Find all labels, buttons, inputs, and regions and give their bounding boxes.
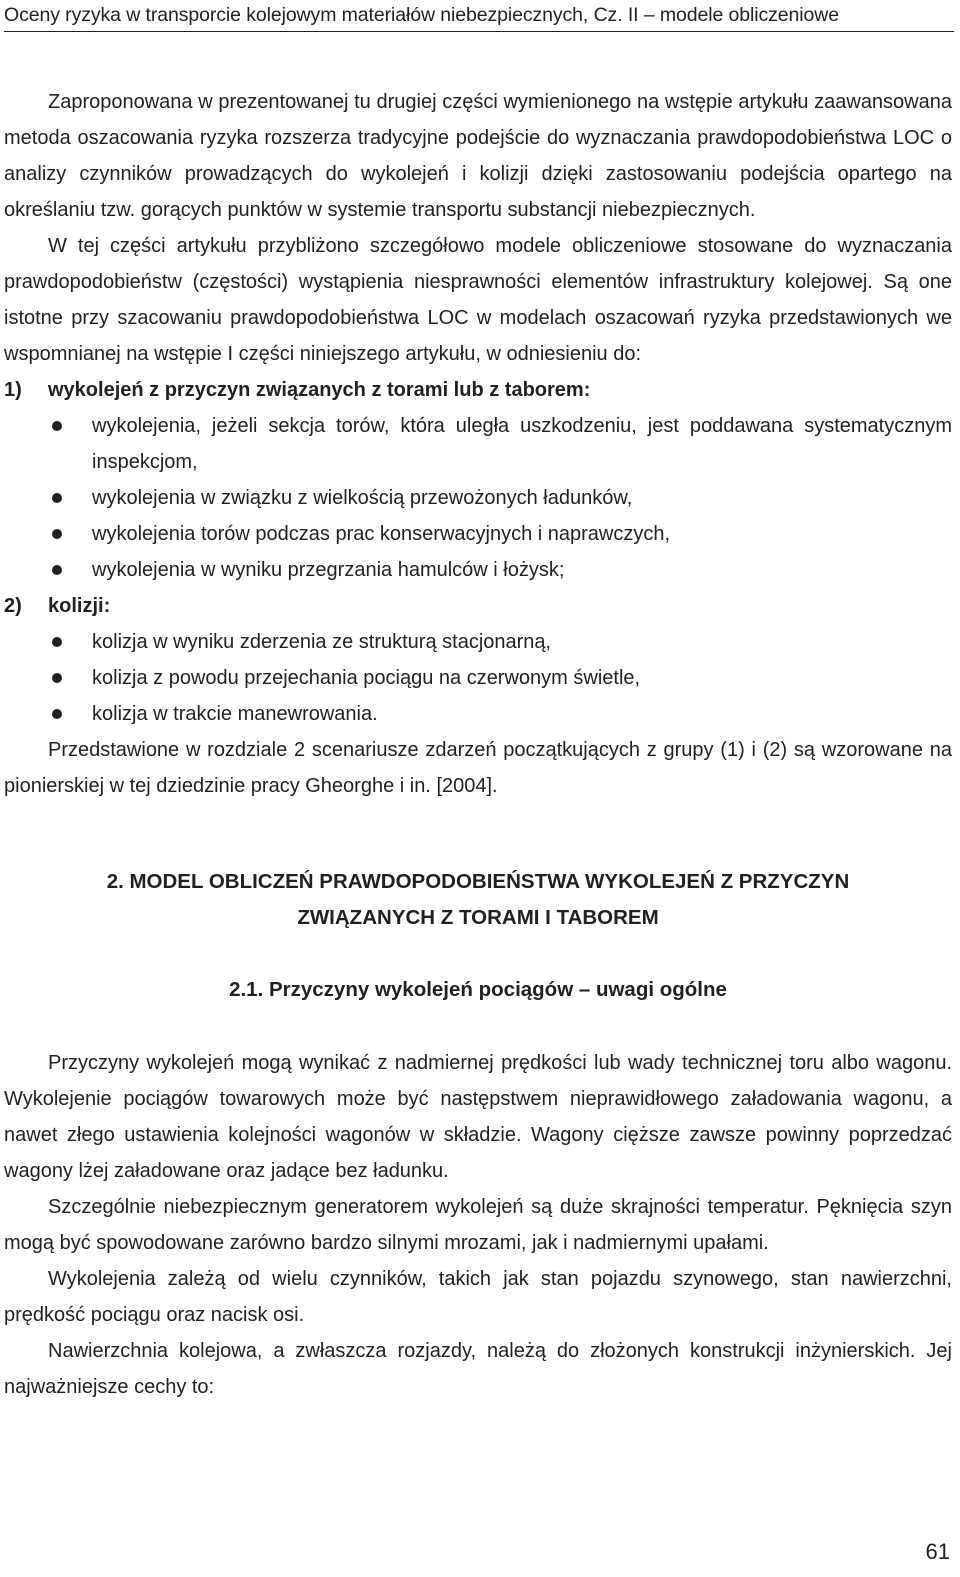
article-body	[4, 84, 952, 1405]
list-heading-derailments	[4, 372, 952, 408]
list-title: wykolejeń z przyczyn związanych z torami lub z taborem:	[48, 379, 591, 401]
section-title-line-1: 2. MODEL OBLICZEŃ PRAWDOPODOBIEŃSTWA WYKOLEJEŃ Z PRZYCZYN	[106, 870, 850, 893]
page-number: 61	[925, 1539, 950, 1564]
collision-list	[4, 624, 952, 732]
list-item: wykolejenia w związku z wielkością przewożonych ładunków,	[4, 480, 952, 516]
intro-paragraph-2: W tej części artykułu przybliżono szczegółowo modele obliczeniowe stosowane do wyznaczania prawdopodobieństw (częstości) wystąpienia niesprawności elementów infrastruktury kolejowej. Są one istotne przy szacowaniu prawdopodobieństwa LOC w modelach oszacowań ryzyka przedstawionych we wspomnianej na wstępie I części niniejszego artykułu, w odniesieniu do:	[4, 235, 952, 365]
running-header: Oceny ryzyka w transporcie kolejowym materiałów niebezpiecznych, Cz. II – modele obliczeniowe	[4, 4, 839, 26]
section-paragraph-1: Przyczyny wykolejeń mogą wynikać z nadmiernej prędkości lub wady technicznej toru albo wagonu. Wykolejenie pociągów towarowych może być następstwem nieprawidłowego załadowania wagonu, a nawet złego ustawienia kolejności wagonów w składzie. Wagony cięższe zawsze powinny poprzedzać wagony lżej załadowane oraz jadące bez ładunku.	[4, 1052, 952, 1182]
derailment-list	[4, 408, 952, 588]
list-item: wykolejenia, jeżeli sekcja torów, która uległa uszkodzeniu, jest poddawana systematycznym inspekcjom,	[4, 408, 952, 480]
list-item: wykolejenia torów podczas prac konserwacyjnych i naprawczych,	[4, 516, 952, 552]
subsection-title: 2.1. Przyczyny wykolejeń pociągów – uwagi ogólne	[229, 978, 727, 1001]
list-title: kolizji:	[48, 595, 111, 617]
section-paragraph-2: Szczególnie niebezpiecznym generatorem wykolejeń są duże skrajności temperatur. Pęknięcia szyn mogą być spowodowane zarówno bardzo silnymi mrozami, jak i nadmiernymi upałami.	[4, 1196, 952, 1254]
list-item: kolizja w trakcie manewrowania.	[4, 696, 952, 732]
list-number: 2)	[4, 595, 22, 617]
list-item: kolizja z powodu przejechania pociągu na czerwonym świetle,	[4, 660, 952, 696]
list-number: 1)	[4, 379, 22, 401]
section-title-line-2: ZWIĄZANYCH Z TORAMI I TABOREM	[297, 906, 659, 929]
section-paragraph-3: Wykolejenia zależą od wielu czynników, takich jak stan pojazdu szynowego, stan nawierzchni, prędkość pociągu oraz nacisk osi.	[4, 1268, 952, 1326]
list-item: kolizja w wyniku zderzenia ze strukturą stacjonarną,	[4, 624, 952, 660]
list-heading-collisions	[4, 588, 952, 624]
closing-paragraph: Przedstawione w rozdziale 2 scenariusze zdarzeń początkujących z grupy (1) i (2) są wzorowane na pionierskiej w tej dziedzinie pracy Gheorghe i in. [2004].	[4, 739, 952, 797]
list-item: wykolejenia w wyniku przegrzania hamulców i łożysk;	[4, 552, 952, 588]
section-paragraph-4: Nawierzchnia kolejowa, a zwłaszcza rozjazdy, należą do złożonych konstrukcji inżynierskich. Jej najważniejsze cechy to:	[4, 1340, 952, 1398]
intro-paragraph-1: Zaproponowana w prezentowanej tu drugiej części wymienionego na wstępie artykułu zaawansowana metoda oszacowania ryzyka rozszerza tradycyjne podejście do wyznaczania prawdopodobieństwa LOC o analizy czynników prowadzących do wykolejeń i kolizji dzięki zastosowaniu podejścia opartego na określaniu tzw. gorących punktów w systemie transportu substancji niebezpiecznych.	[4, 91, 952, 221]
header-divider	[4, 31, 954, 32]
section-title	[4, 864, 952, 936]
